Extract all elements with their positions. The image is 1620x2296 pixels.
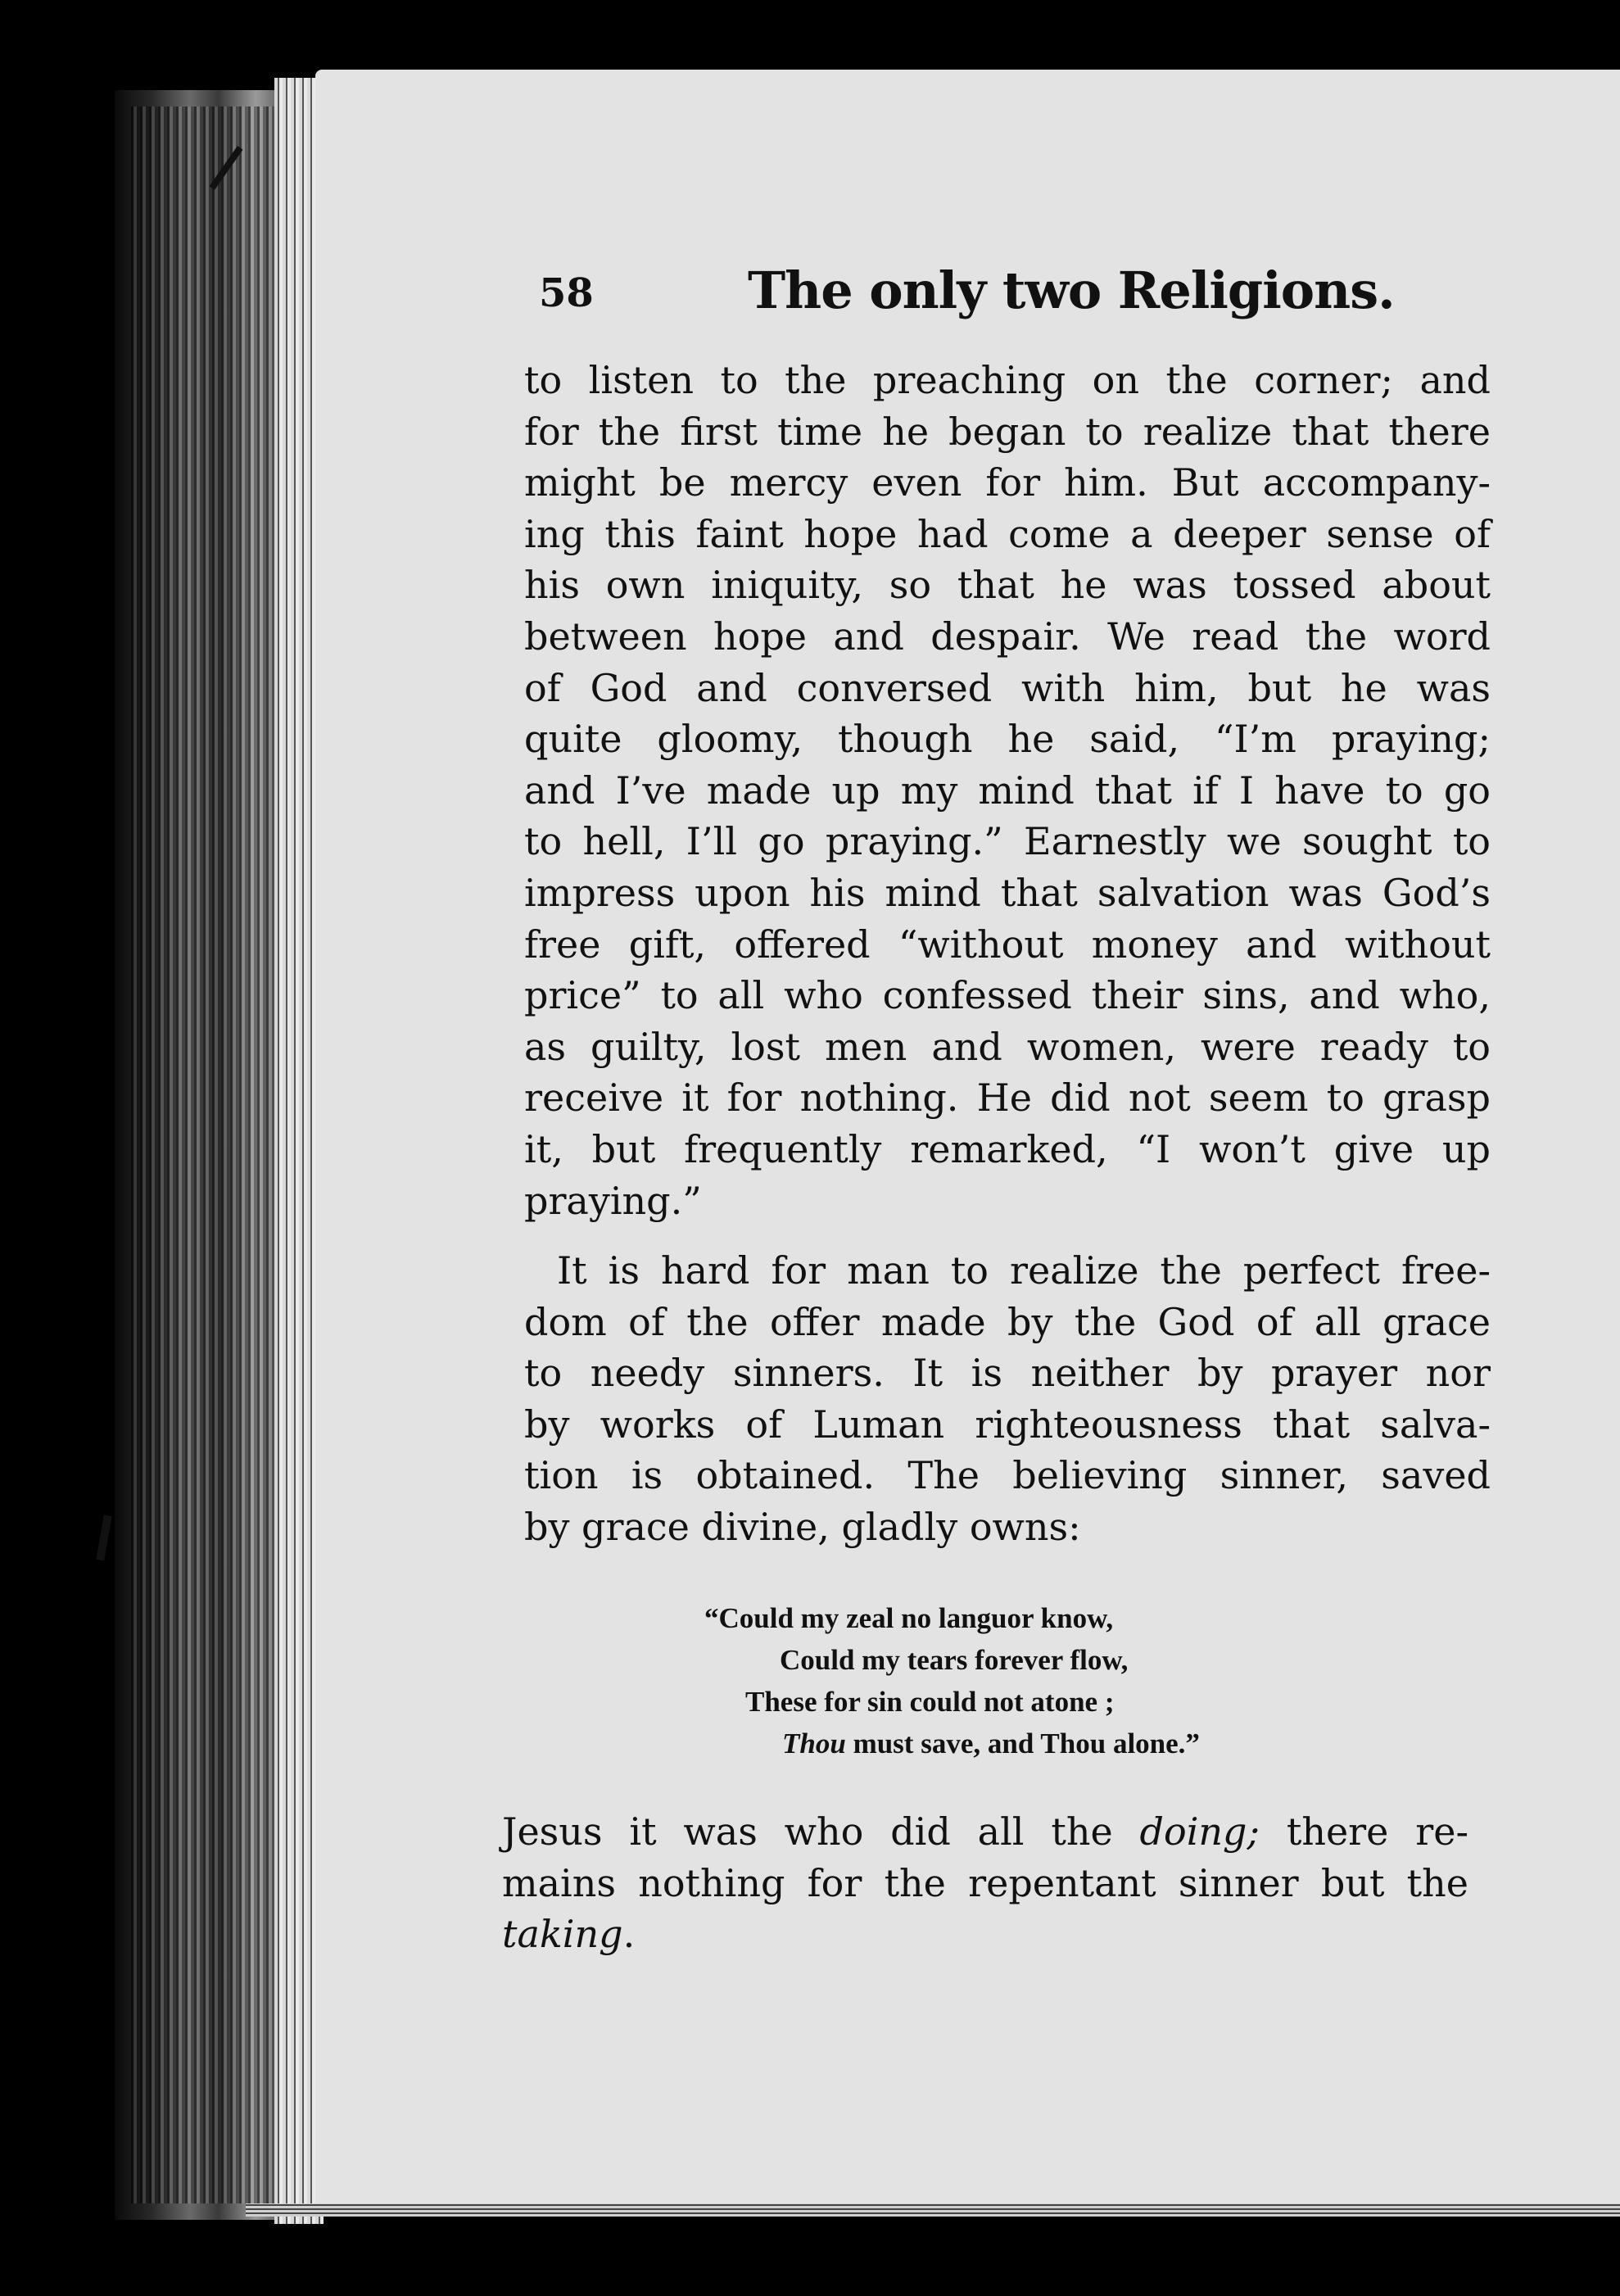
emphasis-doing: doing; (1139, 1809, 1260, 1854)
poem-emphasis: Thou (782, 1728, 846, 1759)
text-line: tion is obtained. The believing sinner, saved (524, 1453, 1491, 1498)
text-line: his own iniquity, so that he was tossed about (524, 563, 1491, 608)
text-line: dom of the offer made by the God of all grace (524, 1299, 1491, 1344)
text-line: might be mercy even for him. But accompany- (524, 460, 1491, 505)
text-line: by grace divine, gladly owns: (524, 1504, 1081, 1549)
text-line: receive it for nothing. He did not seem to grasp (524, 1076, 1491, 1121)
running-title: The only two Religions. (748, 260, 1395, 320)
text-run: . (622, 1912, 636, 1957)
scan-mark (96, 1515, 111, 1561)
poem-quotation (704, 1597, 1327, 1764)
text-line: It is hard for man to realize the perfect free- (557, 1248, 1491, 1293)
poem-line (704, 1723, 1327, 1764)
text-line: between hope and despair. We read the word (524, 614, 1491, 659)
text-line: of God and conversed with him, but he was (524, 665, 1491, 710)
poem-line: “Could my zeal no languor know, (704, 1602, 1114, 1634)
poem-line: Could my tears forever flow, (780, 1644, 1129, 1676)
text-line: free gift, offered “without money and without (524, 922, 1491, 967)
running-head (539, 260, 1395, 334)
text-line: price” to all who confessed their sins, and who, (524, 973, 1491, 1018)
text-line: impress upon his mind that salvation was God’s (524, 870, 1491, 915)
page-bottom-edge (246, 2203, 1620, 2217)
emphasis-taking: taking (502, 1912, 623, 1957)
text-line: to hell, I’ll go praying.” Earnestly we sought to (524, 819, 1491, 864)
text-line (502, 1806, 1468, 1858)
text-line (502, 1909, 1468, 1960)
text-line: quite gloomy, though he said, “I’m praying; (524, 717, 1491, 762)
poem-line-rest: must save, and Thou alone.” (845, 1728, 1200, 1759)
binding-shadow (131, 106, 295, 2203)
paragraph-2 (524, 1245, 1491, 1553)
text-line: for the first time he began to realize that there (524, 409, 1491, 454)
text-line: by works of Luman righteousness that salva- (524, 1402, 1491, 1447)
paragraph-1 (524, 355, 1491, 1226)
text-line: it, but frequently remarked, “I won’t give up (524, 1126, 1491, 1171)
text-run: there re- (1259, 1809, 1468, 1854)
text-line: to listen to the preaching on the corner; and (524, 358, 1491, 402)
closing-paragraph (502, 1806, 1468, 1960)
page-number: 58 (539, 270, 594, 316)
poem-line: These for sin could not atone ; (745, 1686, 1115, 1718)
text-line: and I’ve made up my mind that if I have to go (524, 768, 1491, 813)
text-run: Jesus it was who did all the (502, 1809, 1140, 1854)
text-line: mains nothing for the repentant sinner but the (502, 1860, 1468, 1905)
text-line: to needy sinners. It is neither by prayer nor (524, 1351, 1491, 1396)
text-line: ing this faint hope had come a deeper sense of (524, 511, 1491, 556)
text-line: as guilty, lost men and women, were ready to (524, 1024, 1491, 1069)
text-line: praying.” (524, 1178, 702, 1223)
